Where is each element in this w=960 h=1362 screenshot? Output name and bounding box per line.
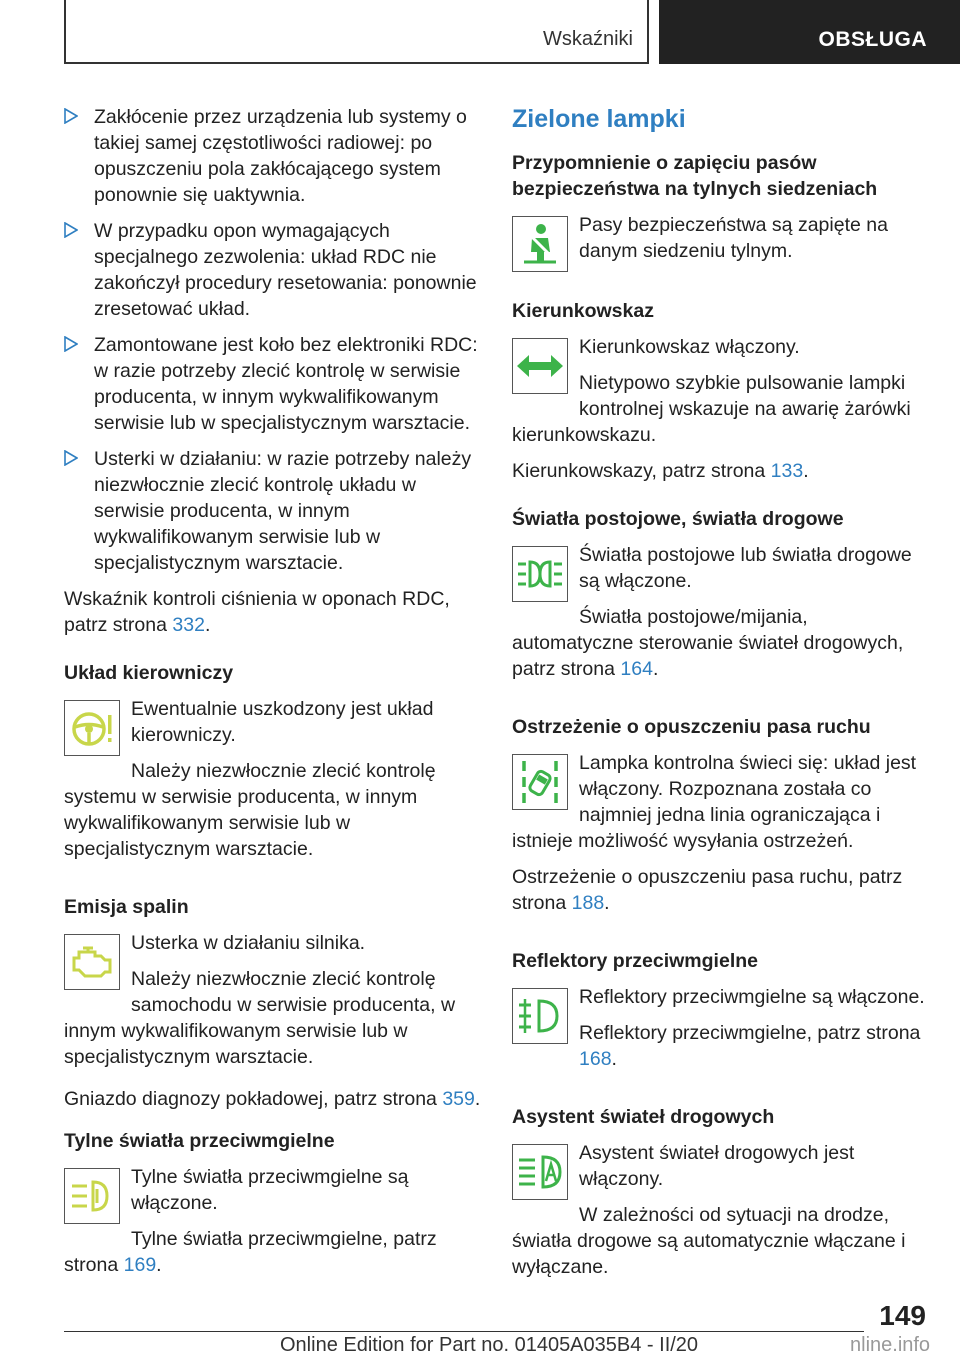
page-link-164[interactable]: 164 [620,658,653,680]
front-fog-light-icon [512,988,568,1044]
header-chapter-box [659,0,960,64]
steering-indicator [64,696,484,872]
bullet-item [64,332,484,436]
seatbelt-title: Przypomnienie o zapięciu pasów bezpieczeństwa na tylnych siedzeniach [512,152,878,200]
turn-title: Kierunkowskaz [512,300,654,322]
footer-divider [64,1331,864,1332]
bullet-text: Zakłócenie przez urządzenia lub systemy o takiej samej częstotliwości radiowej: po opuszczeniu pola zakłócającego system ponownie się uaktywnia. [94,106,467,206]
section-title-green-lights: Zielone lampki [512,105,686,133]
page-link-359[interactable]: 359 [442,1088,475,1110]
rdc-reference: Wskaźnik kontroli ciśnienia w oponach RDC, patrz strona 332. [64,588,450,636]
left-column [64,104,484,1288]
highbeam-text-1: Asystent świateł drogowych jest włączony. [579,1142,855,1190]
turn-text-1: Kierunkowskaz włączony. [579,336,800,358]
frontfog-text-2: Reflektory przeciwmgielne, patrz strona 168. [579,1022,921,1070]
high-beam-assistant-icon [512,1144,568,1200]
parking-indicator [512,542,930,692]
parking-text-1: Światła postojowe lub światła drogowe są włączone. [579,544,912,592]
bullet-text: Usterki w działaniu: w razie potrzeby należy niezwłocznie zlecić kontrolę układu w serwisie producenta, w innym wykwalifikowanym serwisie lub w specjalistycznym warsztacie. [94,448,472,574]
bullet-triangle-icon [64,108,78,124]
page-link-133[interactable]: 133 [770,460,804,482]
frontfog-text-1: Reflektory przeciwmgielne są włączone. [579,986,925,1008]
page-number: 149 [879,1300,926,1331]
footer-watermark: nline.info [850,1334,931,1356]
lane-title: Ostrzeżenie o opuszczeniu pasa ruchu [512,716,871,738]
steering-text-1: Ewentualnie uszkodzony jest układ kierowniczy. [131,698,434,746]
steering-warning-icon [64,700,120,756]
rear-fog-light-icon [64,1168,120,1224]
turn-indicator [512,334,930,458]
bullet-item [64,104,484,208]
seatbelt-icon [512,216,568,272]
seatbelt-indicator [512,212,930,276]
page-link-332[interactable]: 332 [172,614,205,636]
engine-icon [64,934,120,990]
parking-title: Światła postojowe, światła drogowe [512,508,844,530]
header-chapter-label: OBSŁUGA [818,28,927,51]
highbeam-indicator [512,1140,930,1290]
header-section-box [64,0,649,64]
emission-indicator [64,930,484,1080]
rearfog-indicator [64,1164,484,1288]
emission-text-1: Usterka w działaniu silnika. [131,932,366,954]
emission-text-2: Należy niezwłocznie zlecić kontrolę samochodu w serwisie producenta, w innym wykwalifikowanym serwisie lub w specjalistycznym warsztacie. [64,968,456,1068]
lane-text-2: Ostrzeżenie o opuszczeniu pasa ruchu, patrz strona 188. [512,866,903,914]
lane-indicator [512,750,930,926]
page-link-168[interactable]: 168 [579,1048,612,1070]
bullet-triangle-icon [64,450,78,466]
parking-light-icon [512,546,568,602]
right-column [512,104,930,1290]
bullet-triangle-icon [64,336,78,352]
bullet-text: Zamontowane jest koło bez elektroniki RDC: w razie potrzeby zlecić kontrolę w serwisie producenta, w innym wykwalifikowanym serwisie lub w specjalistycznym warsztacie. [94,334,478,434]
rearfog-text-2: Tylne światła przeciwmgielne, patrz strona 169. [64,1228,437,1276]
frontfog-title: Reflektory przeciwmgielne [512,950,758,972]
header-section-label: Wskaźniki [542,28,633,50]
steering-text-2: Należy niezwłocznie zlecić kontrolę systemu w serwisie producenta, w innym wykwalifikowanym serwisie lub w specjalistycznym warsztacie. [64,760,436,860]
rearfog-title: Tylne światła przeciwmgielne [64,1130,335,1152]
bullet-text: W przypadku opon wymagających specjalnego zezwolenia: układ RDC nie zakończył procedury resetowania: ponownie zresetować układ. [94,220,477,320]
rearfog-text-1: Tylne światła przeciwmgielne są włączone. [131,1166,409,1214]
parking-text-2: Światła postojowe/mijania, automatyczne sterowanie świateł drogowych, patrz strona 164. [512,606,904,680]
bullet-item [64,446,484,576]
highbeam-title: Asystent świateł drogowych [512,1106,775,1128]
steering-title: Układ kierowniczy [64,662,234,684]
page-link-169[interactable]: 169 [123,1254,157,1276]
turn-text-2: Nietypowo szybkie pulsowanie lampki kontrolnej wskazuje na awarię żarówki kierunkowskazu. [512,372,911,446]
frontfog-indicator [512,984,930,1082]
turn-signal-icon [512,338,568,394]
highbeam-text-2: W zależności od sytuacji na drodze, światła drogowe są automatycznie włączane i wyłączane. [512,1204,906,1278]
footer-edition: Online Edition for Part no. 01405A035B4 - II/20 [280,1334,699,1356]
page-link-188[interactable]: 188 [571,892,605,914]
bullet-triangle-icon [64,222,78,238]
seatbelt-text-1: Pasy bezpieczeństwa są zapięte na danym siedzeniu tylnym. [579,214,888,262]
diag-reference: Gniazdo diagnozy pokładowej, patrz strona 359. [64,1088,481,1110]
bullet-item [64,218,484,322]
emission-title: Emisja spalin [64,896,189,918]
turn-reference: Kierunkowskazy, patrz strona 133. [512,460,809,482]
lane-text-1: Lampka kontrolna świeci się: układ jest włączony. Rozpoznana została co najmniej jedna linia ograniczająca i istnieje możliwość wysyłania ostrzeżeń. [512,752,917,852]
lane-departure-icon [512,754,568,810]
